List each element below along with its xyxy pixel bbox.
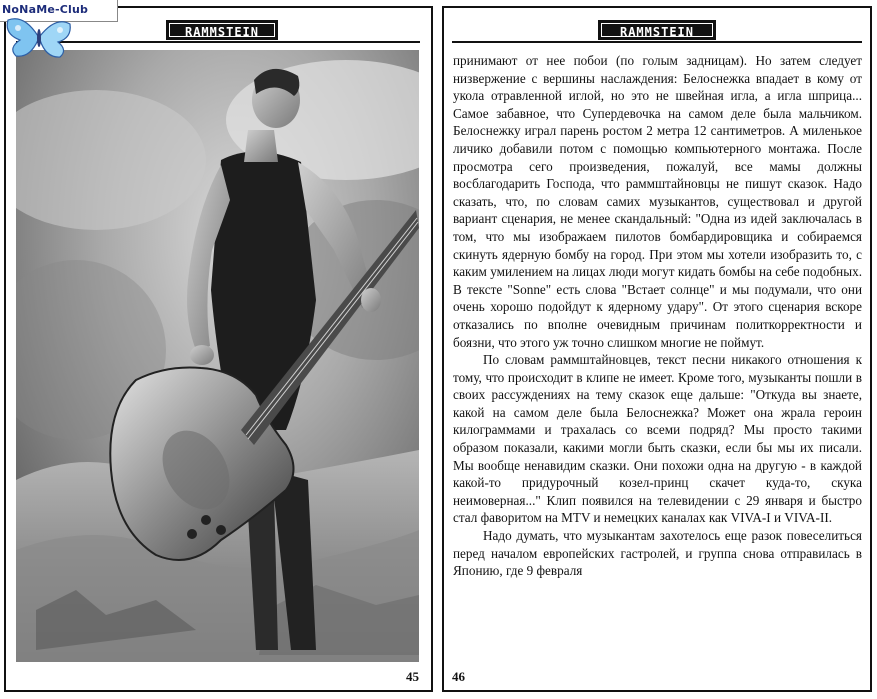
body-text <box>453 52 862 580</box>
paragraph: По словам раммштайновцев, текст песни никакого отношения к тому, что происходит в клипе не имеет. Кроме того, музыканты пошли в своих рассуждениях на тему сказок еще дальше: "Откуда вы знаете, какой на самом деле была Белоснежка? Может она жрала героин килограммами и трахалась со всеми подряд? Мы просто такими образом показали, какими могли быть сказки, если бы мы их писали. Мы вообще ненавидим сказки. Они похожи одна на другую - в каждой какой-то придурочный козел-принц скачет куда-то, скука неимоверная..." Клип появился на телевидении с 29 января и быстро стал фаворитом на MTV и немецких каналах как VIVA-I и VIVA-II. <box>453 352 862 526</box>
paragraph: Надо думать, что музыкантам захотелось еще разок повеселиться перед началом европейских гастролей, и группа снова отправилась в Японию, где 9 февраля <box>453 528 862 579</box>
butterfly-icon <box>4 12 74 60</box>
paragraph: принимают от нее побои (по голым задницам). Но затем следует низвержение с вершины наслаждения: Белоснежка впадает в кому от укола отравленной иглой, но это не швейная игла, а игла шприца... Самое забавное, что Супердевочка на самом деле была мальчиком. Белоснежку играл парень ростом 2 метра 12 сантиметров. А миленькое личико добавили потом с помощью компьютерного монтажа. После просмотра сего произведения, пожалуй, все мамы должны восблагодарить Господа, что раммштайновцы не пишут сказок. Надо сказать, что, по словам самих музыкантов, существовал и другой вариант сценария, не менее скандальный: "Одна из идей заключалась в том, что мы изображаем пилотов бомбардировщика и собираемся скинуть ядерную бомбу на город. При этом мы хотели изобразить то, с каким умилением на лицах люди могут кидать бомбы на себе подобных. В тексте "Sonne" есть слова "Встает солнце" и мы подумали, что они очень хорошо подойдут к ядерному удару". От этого сценария вскоре отказались по вполне очевидным причинам политкорректности и боязни, что этого уж точно слишком многие не поймут. <box>453 53 862 350</box>
right-page <box>442 6 872 692</box>
watermark-text: NoNaMe-Club <box>2 3 89 16</box>
page-number: 45 <box>406 669 419 684</box>
page-header-banner: RAMMSTEIN <box>166 20 278 40</box>
header-rule <box>452 41 862 43</box>
photo-illustration <box>16 50 419 662</box>
page-header-banner: RAMMSTEIN <box>598 20 716 40</box>
watermark <box>0 0 140 70</box>
guitarist-photo <box>16 50 419 662</box>
left-page <box>4 6 433 692</box>
page-number: 46 <box>452 669 465 684</box>
